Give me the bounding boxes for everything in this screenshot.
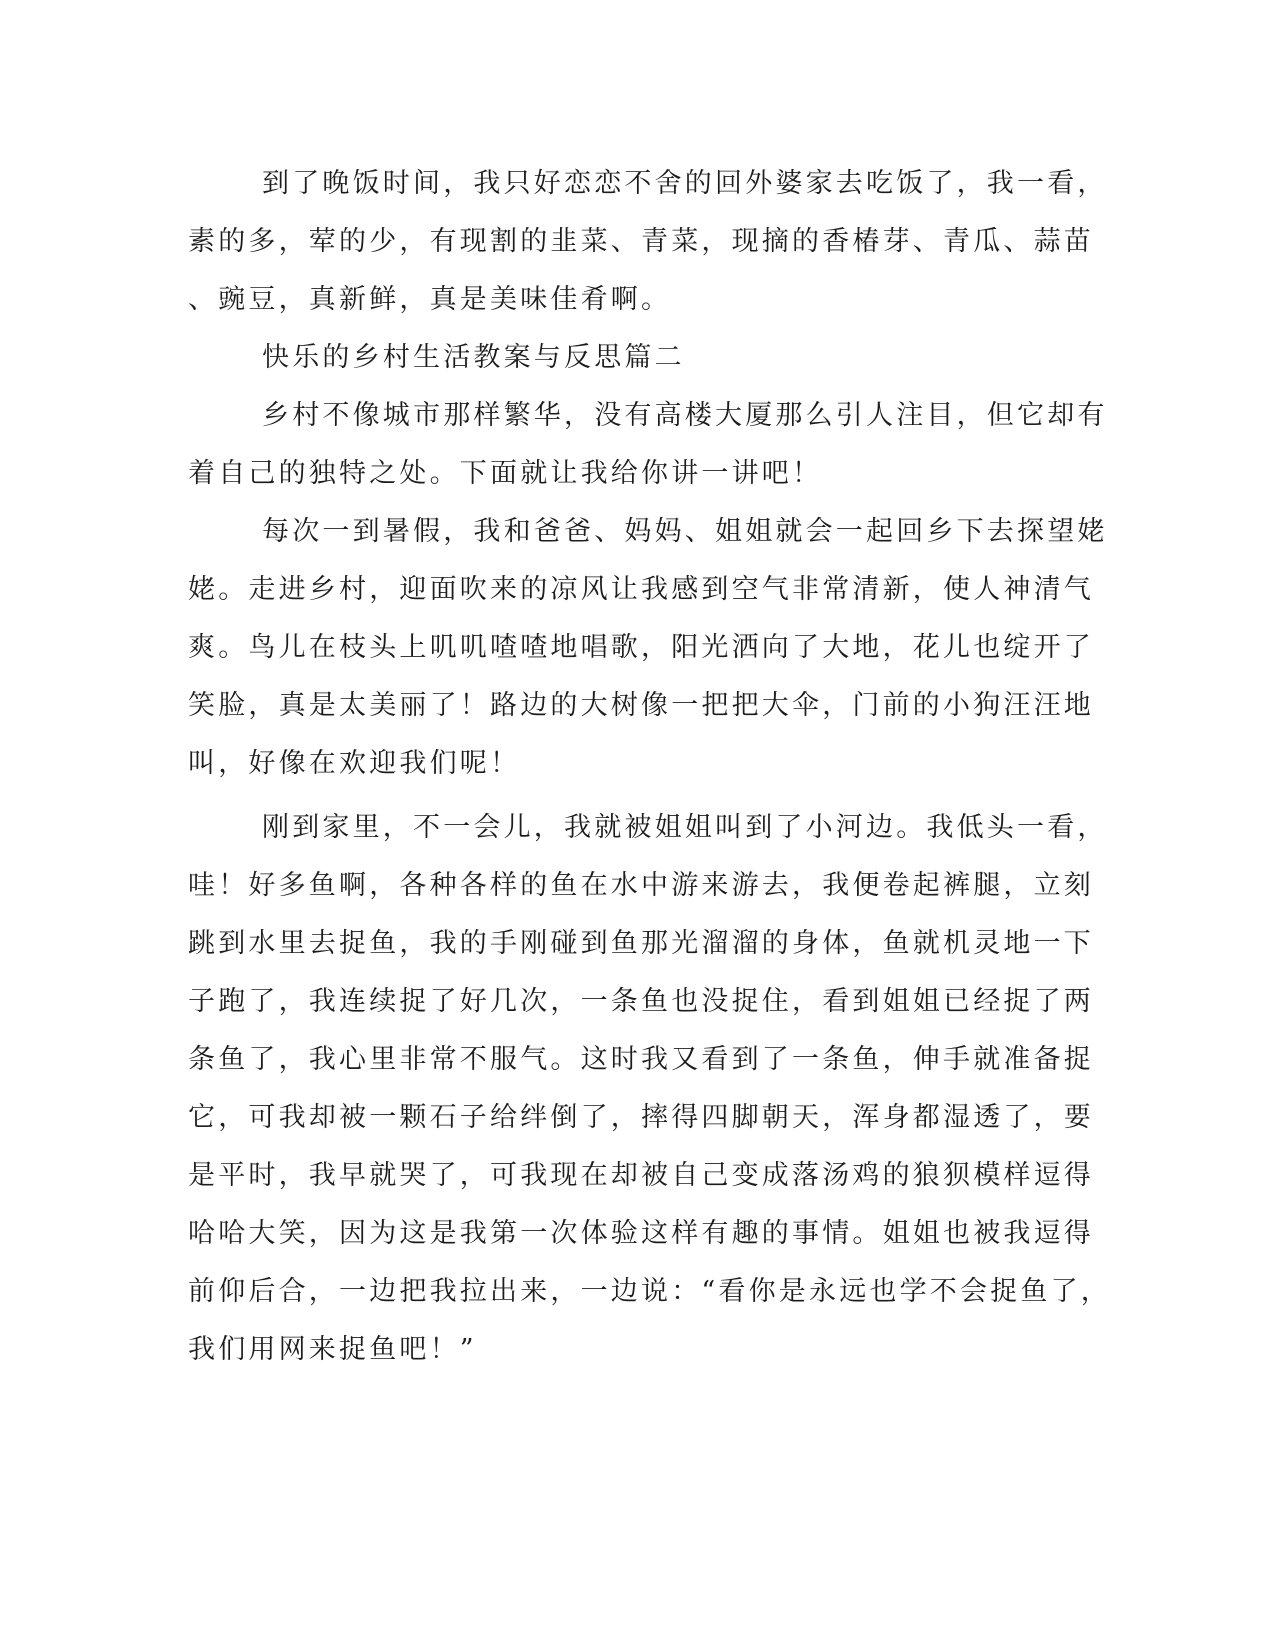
text-line: 是平时，我早就哭了，可我现在却被自己变成落汤鸡的狼狈模样逗得 <box>188 1160 1094 1191</box>
text-line: 爽。鸟儿在枝头上叽叽喳喳地唱歌，阳光洒向了大地，花儿也绽开了 <box>188 632 1094 663</box>
text-line: 着自己的独特之处。下面就让我给你讲一讲吧！ <box>188 458 823 489</box>
text-line: 乡村不像城市那样繁华，没有高楼大厦那么引人注目，但它却有 <box>262 400 1108 431</box>
section-heading: 快乐的乡村生活教案与反思篇二 <box>262 342 685 373</box>
text-line: 哇！好多鱼啊，各种各样的鱼在水中游来游去，我便卷起裤腿，立刻 <box>188 870 1094 901</box>
text-line: 子跑了，我连续捉了好几次，一条鱼也没捉住，看到姐姐已经捉了两 <box>188 986 1094 1017</box>
text-line: 每次一到暑假，我和爸爸、妈妈、姐姐就会一起回乡下去探望姥 <box>262 516 1108 547</box>
text-line: 姥。走进乡村，迎面吹来的凉风让我感到空气非常清新，使人神清气 <box>188 574 1094 605</box>
text-line: 刚到家里，不一会儿，我就被姐姐叫到了小河边。我低头一看， <box>262 812 1108 843</box>
text-line: 前仰后合，一边把我拉出来，一边说：“看你是永远也学不会捉鱼了， <box>188 1276 1112 1307</box>
text-line: 素的多，荤的少，有现割的韭菜、青菜，现摘的香椿芽、青瓜、蒜苗 <box>188 226 1094 257</box>
text-line: 叫，好像在欢迎我们呢！ <box>188 748 521 779</box>
text-line: 哈哈大笑，因为这是我第一次体验这样有趣的事情。姐姐也被我逗得 <box>188 1218 1094 1249</box>
text-line: 、豌豆，真新鲜，真是美味佳肴啊。 <box>188 284 672 315</box>
text-line: 它，可我却被一颗石子给绊倒了，摔得四脚朝天，浑身都湿透了，要 <box>188 1102 1094 1133</box>
text-line: 条鱼了，我心里非常不服气。这时我又看到了一条鱼，伸手就准备捉 <box>188 1044 1094 1075</box>
text-line: 笑脸，真是太美丽了！路边的大树像一把把大伞，门前的小狗汪汪地 <box>188 690 1094 721</box>
text-line: 跳到水里去捉鱼，我的手刚碰到鱼那光溜溜的身体，鱼就机灵地一下 <box>188 928 1094 959</box>
text-line: 我们用网来捉鱼吧！” <box>188 1334 477 1365</box>
text-line: 到了晚饭时间，我只好恋恋不舍的回外婆家去吃饭了，我一看， <box>262 168 1108 199</box>
